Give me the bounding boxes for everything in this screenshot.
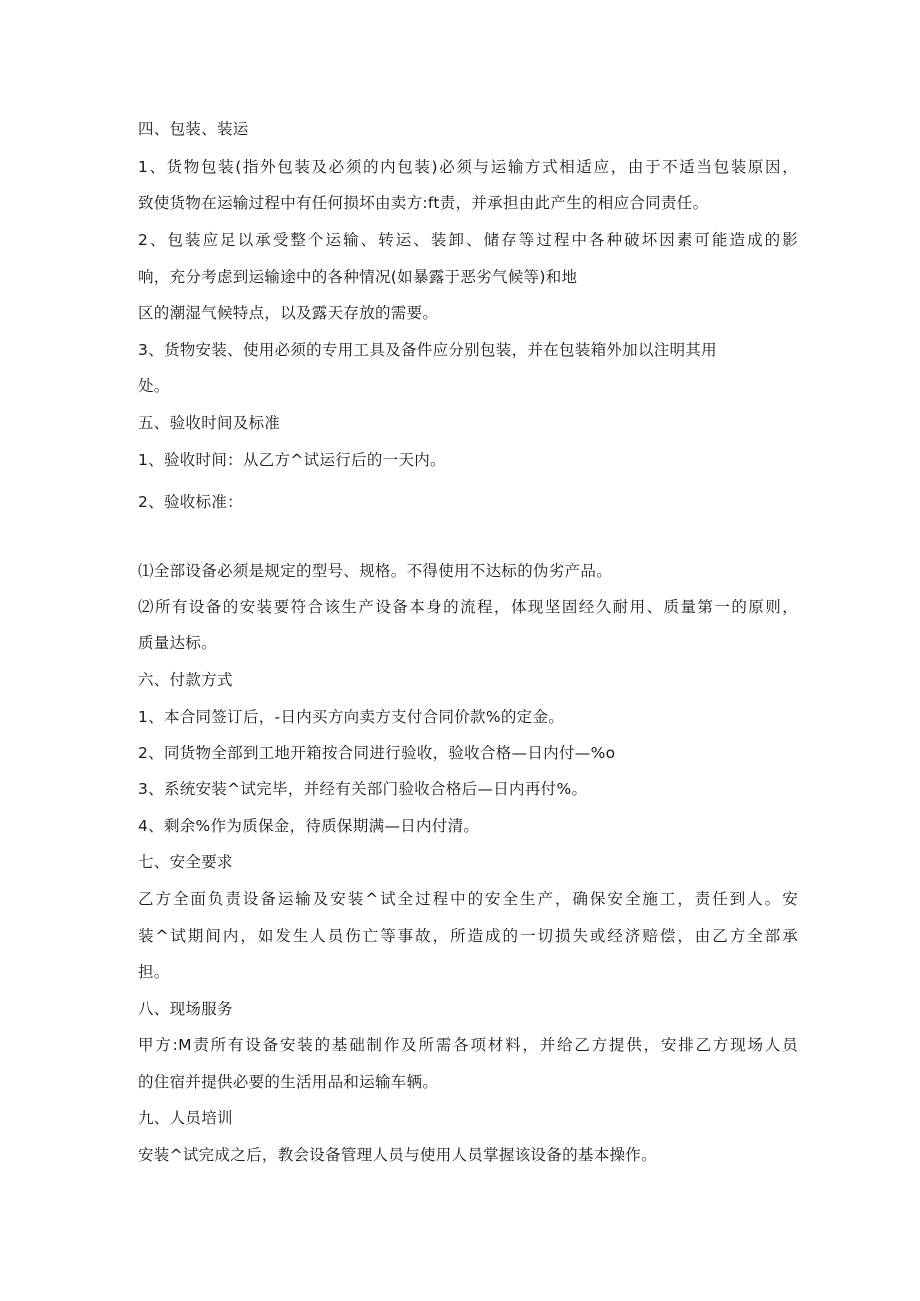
- section-heading-training: 九、人员培训: [138, 1109, 233, 1127]
- section-heading-onsite-service: 八、现场服务: [138, 1000, 233, 1018]
- paragraph-line: 2、包装应足以承受整个运输、转运、装卸、储存等过程中各种破坏因素可能造成的影: [138, 231, 798, 249]
- paragraph-line: 响，充分考虑到运输途中的各种情况(如暴露于恶劣气候等)和地: [138, 268, 578, 286]
- paragraph-line: 致使货物在运输过程中有任何损坏由卖方:ft责，并承担由此产生的相应合同责任。: [138, 194, 709, 212]
- paragraph-line: 3、货物安装、使用必须的专用工具及备件应分别包装，并在包装箱外加以注明其用: [138, 341, 717, 359]
- paragraph-line: 2、同货物全部到工地开箱按合同进行验收，验收合格—日内付—%o: [138, 744, 616, 762]
- paragraph-line: ⑴全部设备必须是规定的型号、规格。不得使用不达标的伪劣产品。: [138, 562, 613, 580]
- paragraph-line: 担。: [138, 963, 170, 981]
- paragraph-line: 2、验收标准：: [138, 493, 243, 511]
- section-heading-safety: 七、安全要求: [138, 853, 233, 871]
- paragraph-line: 安装^试完成之后，教会设备管理人员与使用人员掌握该设备的基本操作。: [138, 1146, 657, 1164]
- section-heading-packaging: 四、包装、装运: [138, 120, 249, 138]
- paragraph-line: 4、剩余%作为质保金，待质保期满—日内付清。: [138, 817, 480, 835]
- paragraph-line: 1、本合同签订后，-日内买方向卖方支付合同价款%的定金。: [138, 708, 565, 726]
- section-heading-payment: 六、付款方式: [138, 671, 233, 689]
- section-heading-acceptance: 五、验收时间及标准: [138, 414, 281, 432]
- paragraph-line: 处。: [138, 377, 170, 395]
- paragraph-line: 装^试期间内，如发生人员伤亡等事故，所造成的一切损失或经济赔偿，由乙方全部承: [138, 927, 798, 945]
- paragraph-line: ⑵所有设备的安装要符合该生产设备本身的流程，体现坚固经久耐用、质量第一的原则，: [138, 598, 798, 616]
- paragraph-line: 3、系统安装^试完毕，并经有关部门验收合格后—日内再付%。: [138, 780, 588, 798]
- paragraph-line: 乙方全面负责设备运输及安装^试全过程中的安全生产，确保安全施工，责任到人。安: [138, 890, 798, 908]
- paragraph-line: 甲方:M责所有设备安装的基础制作及所需各项材料，并给乙方提供，安排乙方现场人员: [138, 1036, 798, 1054]
- paragraph-line: 区的潮湿气候特点，以及露天存放的需要。: [138, 304, 439, 322]
- paragraph-line: 1、验收时间：从乙方^试运行后的一天内。: [138, 451, 446, 469]
- paragraph-line: 质量达标。: [138, 634, 218, 652]
- paragraph-line: 1、货物包装(指外包装及必须的内包装)必须与运输方式相适应，由于不适当包装原因，: [138, 158, 798, 176]
- paragraph-line: 的住宿并提供必要的生活用品和运输车辆。: [138, 1073, 439, 1091]
